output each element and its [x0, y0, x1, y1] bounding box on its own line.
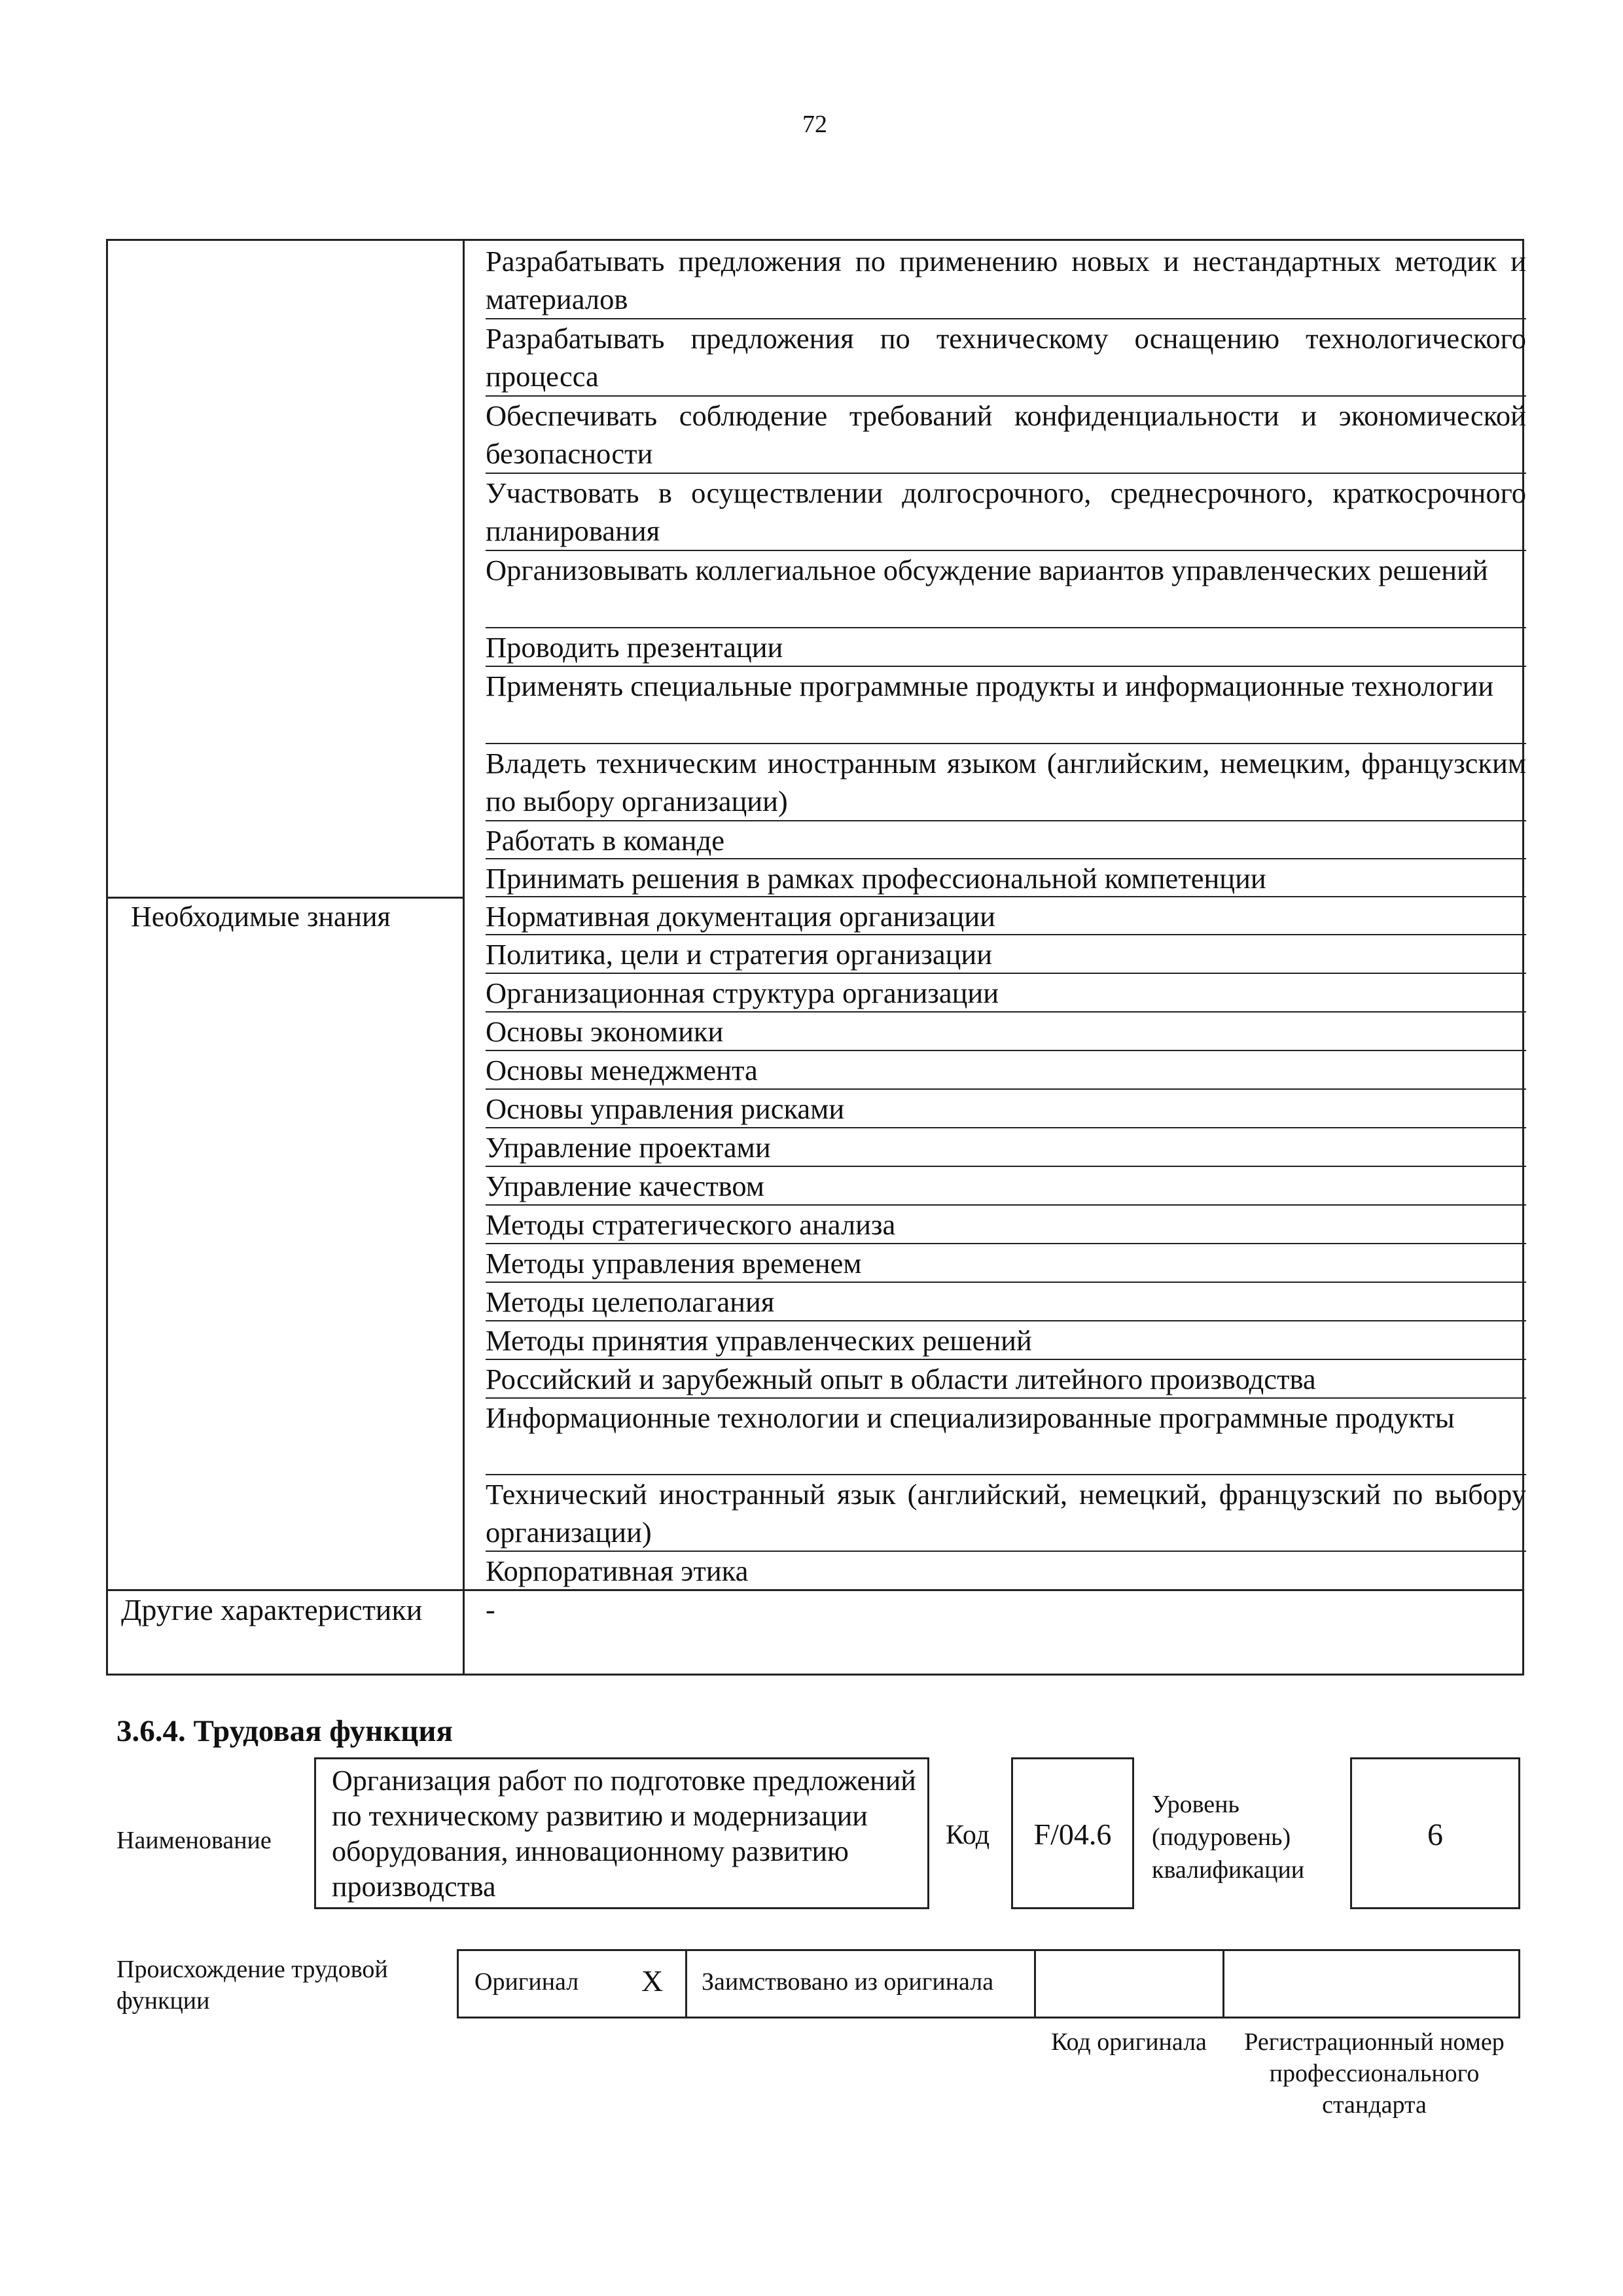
original-mark: X — [641, 1964, 664, 1998]
reg-number-caption: Регистрационный номер профессионального стандарта — [1244, 2028, 1505, 2119]
code-box — [1011, 1757, 1134, 1909]
name-label: Наименование — [116, 1827, 272, 1854]
knowledge-row: Управление качеством — [486, 1167, 1526, 1206]
original-label: Оригинал — [474, 1968, 579, 1996]
skill-row: Принимать решения в рамках профессиональной компетенции — [486, 859, 1526, 897]
knowledge-row: Информационные технологии и специализированные программные продукты — [486, 1399, 1526, 1475]
knowledge-row: Нормативная документация организации — [486, 897, 1526, 935]
knowledge-label: Необходимые знания — [131, 901, 391, 933]
knowledge-row: Основы экономики — [486, 1013, 1526, 1051]
origin-divider — [1222, 1949, 1224, 2018]
skill-row: Обеспечивать соблюдение требований конфиденциальности и экономической безопасности — [486, 397, 1526, 474]
skill-row: Применять специальные программные продукты и информационные технологии — [486, 667, 1526, 744]
level-value: 6 — [1427, 1818, 1443, 1852]
code-label: Код — [946, 1820, 990, 1850]
function-name-value: Организация работ по подготовке предложений по техническому развитию и модернизации оборудования, инновационному развитию производства — [332, 1765, 916, 1903]
knowledge-row: Методы управления временем — [486, 1244, 1526, 1283]
page-number: 72 — [802, 111, 827, 138]
skill-row: Организовывать коллегиальное обсуждение вариантов управленческих решений — [486, 551, 1526, 628]
knowledge-row: Корпоративная этика — [486, 1554, 749, 1587]
function-name-box — [314, 1757, 929, 1909]
knowledge-row: Организационная структура организации — [486, 974, 1526, 1013]
other-characteristics-value: - — [486, 1594, 495, 1626]
borrowed-label: Заимствовано из оригинала — [702, 1968, 994, 1996]
knowledge-row: Российский и зарубежный опыт в области литейного производства — [486, 1360, 1526, 1399]
other-characteristics-label: Другие характеристики — [121, 1593, 423, 1626]
skill-row: Владеть техническим иностранным языком (английским, немецким, французским по выбору организации) — [486, 744, 1526, 821]
knowledge-row: Методы принятия управленческих решений — [486, 1321, 1526, 1360]
knowledge-row: Методы целеполагания — [486, 1283, 1526, 1321]
skill-row: Работать в команде — [486, 821, 1526, 859]
knowledge-row: Технический иностранный язык (английский, немецкий, французский по выбору организации) — [486, 1475, 1526, 1552]
section-title: 3.6.4. Трудовая функция — [116, 1714, 453, 1748]
knowledge-row: Методы стратегического анализа — [486, 1206, 1526, 1244]
table-column-divider — [463, 239, 465, 1676]
skill-row: Разрабатывать предложения по применению новых и нестандартных методик и материалов — [486, 242, 1526, 319]
code-original-caption: Код оригинала — [1051, 2028, 1207, 2056]
knowledge-row: Основы управления рисками — [486, 1090, 1526, 1128]
knowledge-row: Основы менеджмента — [486, 1051, 1526, 1090]
code-value: F/04.6 — [1033, 1818, 1112, 1851]
origin-divider — [1034, 1949, 1036, 2018]
skill-row: Разрабатывать предложения по техническому оснащению технологического процесса — [486, 319, 1526, 397]
knowledge-row: Управление проектами — [486, 1128, 1526, 1167]
origin-label: Происхождение трудовой функции — [116, 1956, 388, 2015]
level-label: Уровень (подуровень) квалификации — [1152, 1791, 1305, 1884]
origin-divider — [685, 1949, 687, 2018]
level-box — [1350, 1757, 1520, 1909]
knowledge-row: Политика, цели и стратегия организации — [486, 935, 1526, 974]
skill-row: Проводить презентации — [486, 628, 1526, 667]
skill-row: Участвовать в осуществлении долгосрочного, среднесрочного, краткосрочного планирования — [486, 474, 1526, 551]
